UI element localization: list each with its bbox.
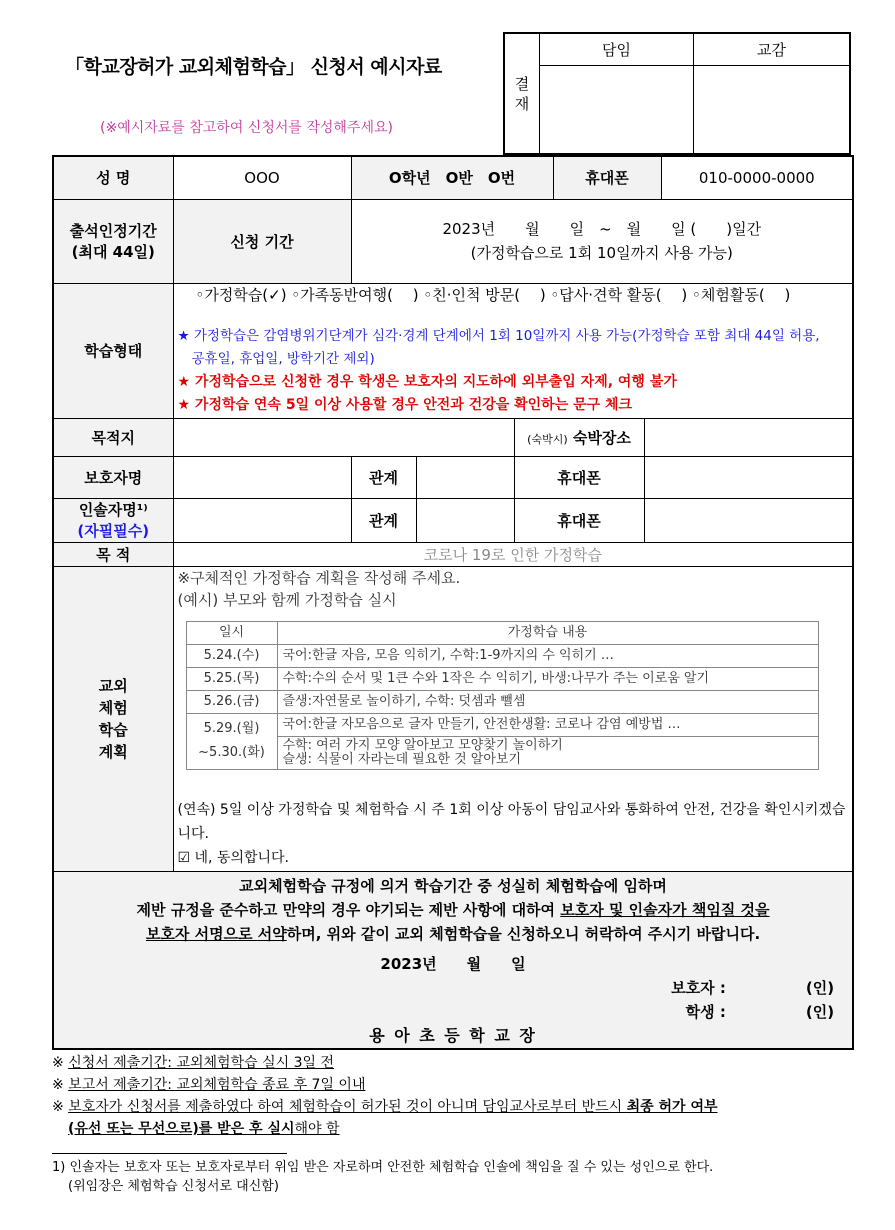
class-field[interactable]: O학년 O반 O번 xyxy=(351,156,553,199)
table-row xyxy=(186,713,818,736)
plan-content: 수학: 여러 가지 모양 알아보고 모양찾기 놀이하기 xyxy=(282,737,563,753)
application-form xyxy=(52,155,854,1050)
plan-label-4: 계획 xyxy=(98,742,128,761)
footnote-divider xyxy=(52,1153,287,1154)
footnote-line-1: 1) 인솔자는 보호자 또는 보호자로부터 위임 받은 자로하며 안전한 체험학습 인솔에 책임을 질 수 있는 성인으로 한다. xyxy=(52,1160,714,1175)
note-2: 보고서 제출기간: 교외체험학습 종료 후 7일 이내 xyxy=(68,1077,366,1093)
plan-date: 5.29.(월) xyxy=(203,721,260,736)
approval-homeroom-label: 담임 xyxy=(540,33,694,65)
pledge-line-3b: 하며, 위와 같이 교외 체험학습을 신청하오니 허락하여 주시기 바랍니다. xyxy=(286,924,761,943)
escort-phone-label: 휴대폰 xyxy=(514,498,644,542)
apply-period-field[interactable]: 2023년 월 일 ~ 월 일 ( )일간 xyxy=(442,220,762,238)
table-row xyxy=(186,736,818,769)
escort-required-label: (자필필수) xyxy=(77,522,150,540)
pledge-line-3a: 보호자 서명으로 서약 xyxy=(145,924,287,943)
plan-date: 5.25.(목) xyxy=(186,667,277,690)
table-row xyxy=(186,644,818,667)
footnote xyxy=(52,1158,857,1196)
pledge-line-2a: 제반 규정을 준수하고 만약의 경우 야기되는 제반 사항에 대하여 xyxy=(136,900,561,919)
consecutive-note: (연속) 5일 이상 가정학습 및 체험학습 시 주 1회 이상 아동이 담임교사와 통화하여 안전, 건강을 확인시키겠습니다. xyxy=(177,801,846,842)
purpose-field[interactable]: 코로나 19로 인한 가정학습 xyxy=(173,542,853,566)
guardian-name-field[interactable] xyxy=(173,456,351,498)
attendance-label: 출석인정기간 xyxy=(69,222,157,240)
plan-hint: ※구체적인 가정학습 계획을 작성해 주세요. xyxy=(177,568,461,587)
plan-label-3: 학습 xyxy=(98,720,128,739)
guardian-label: 보호자명 xyxy=(53,456,173,498)
table-row xyxy=(186,667,818,690)
plan-example: (예시) 부모와 함께 가정학습 실시 xyxy=(177,590,397,609)
plan-header-date: 일시 xyxy=(186,621,277,644)
study-type-options[interactable]: ◦가정학습(✓) ◦가족동반여행( ) ◦친·인척 방문( ) ◦답사·견학 활동( ) ◦체험활동( ) xyxy=(195,285,791,304)
note-mark: ※ xyxy=(52,1099,64,1115)
stay-label: 숙박장소 xyxy=(572,428,631,447)
notes xyxy=(52,1052,857,1140)
escort-phone-field[interactable] xyxy=(644,498,853,542)
plan-content: 국어:한글 자모음으로 글자 만들기, 안전한생활: 코로나 감염 예방법 … xyxy=(277,713,818,736)
guardian-phone-field[interactable] xyxy=(644,456,853,498)
approval-vp-label: 교감 xyxy=(693,33,850,65)
guardian-phone-label: 휴대폰 xyxy=(514,456,644,498)
phone-field[interactable]: 010-0000-0000 xyxy=(661,156,853,199)
pledge-date[interactable]: 2023년 월 일 xyxy=(380,954,526,973)
study-type-label: 학습형태 xyxy=(53,283,173,418)
study-type-note-3: ★ 가정학습 연속 5일 이상 사용할 경우 안전과 건강을 확인하는 문구 체크 xyxy=(177,396,633,413)
guardian-relation-label: 관계 xyxy=(351,456,416,498)
attendance-max-label: (최대 44일) xyxy=(71,243,155,261)
table-row xyxy=(186,690,818,713)
guardian-relation-field[interactable] xyxy=(416,456,514,498)
escort-relation-field[interactable] xyxy=(416,498,514,542)
note-3d: 해야 함 xyxy=(294,1121,340,1137)
note-mark: ※ xyxy=(52,1055,64,1071)
note-1: 신청서 제출기간: 교외체험학습 실시 3일 전 xyxy=(68,1055,334,1071)
footnote-line-2: (위임장은 체험학습 신청서로 대신함) xyxy=(68,1179,279,1194)
destination-field[interactable] xyxy=(173,418,514,456)
plan-content: 즐생:자연물로 놀이하기, 수학: 덧셈과 뺄셈 xyxy=(277,690,818,713)
plan-date: 5.24.(수) xyxy=(186,644,277,667)
purpose-label: 목 적 xyxy=(53,542,173,566)
student-sign-label: 학생 : xyxy=(685,1002,726,1021)
apply-period-label: 신청 기간 xyxy=(173,199,351,283)
plan-label-1: 교외 xyxy=(98,676,128,695)
plan-date: 5.26.(금) xyxy=(186,690,277,713)
pledge-line-1: 교외체험학습 규정에 의거 학습기간 중 성실히 체험학습에 임하며 xyxy=(239,876,667,895)
escort-name-field[interactable] xyxy=(173,498,351,542)
pledge-line-2b: 보호자 및 인솔자가 책임질 것을 xyxy=(560,900,770,919)
student-seal[interactable]: (인) xyxy=(805,1002,835,1021)
note-3a: 보호자가 신청서를 제출하였다 하여 체험학습이 허가된 것이 아니며 담임교사로부터 반드시 xyxy=(68,1099,627,1115)
plan-content: 국어:한글 자음, 모음 익히기, 수학:1-9까지의 수 익히기 … xyxy=(277,644,818,667)
note-mark: ※ xyxy=(52,1077,64,1093)
name-label: 성 명 xyxy=(53,156,173,199)
guardian-seal[interactable]: (인) xyxy=(805,978,835,997)
study-type-note-1b: 공휴일, 휴업일, 방학기간 제외) xyxy=(191,350,375,367)
plan-date-end: ~5.30.(화) xyxy=(198,745,265,760)
study-type-note-1: ★ 가정학습은 감염병위기단계가 심각·경계 단계에서 1회 10일까지 사용 가능(가정학습 포함 최대 44일 허용, xyxy=(177,327,820,344)
phone-label: 휴대폰 xyxy=(553,156,661,199)
agree-checkbox[interactable]: ☑ 네, 동의합니다. xyxy=(177,849,289,866)
school-name: 용 아 초 등 학 교 장 xyxy=(369,1025,537,1045)
escort-label: 인솔자명¹⁾ xyxy=(78,501,148,519)
vp-sign-field[interactable] xyxy=(693,65,850,154)
escort-relation-label: 관계 xyxy=(351,498,416,542)
plan-content: 슬생: 식물이 자라는데 필요한 것 알아보기 xyxy=(282,751,522,767)
page-title: 「학교장허가 교외체험학습」 신청서 예시자료 xyxy=(65,56,442,78)
plan-label-2: 체험 xyxy=(98,698,128,717)
approval-box xyxy=(503,32,851,155)
destination-label: 목적지 xyxy=(53,418,173,456)
guardian-sign-label: 보호자 : xyxy=(671,978,726,997)
name-field[interactable]: OOO xyxy=(173,156,351,199)
plan-content: 수학:수의 순서 및 1큰 수와 1작은 수 익히기, 바생:나무가 주는 이로움 알기 xyxy=(277,667,818,690)
homeroom-sign-field[interactable] xyxy=(540,65,694,154)
apply-period-note: (가정학습으로 1회 10일까지 사용 가능) xyxy=(470,244,733,262)
note-3c: (유선 또는 무선으로)를 받은 후 실시 xyxy=(68,1121,295,1137)
study-type-note-2: ★ 가정학습으로 신청한 경우 학생은 보호자의 지도하에 외부출입 자제, 여행 불가 xyxy=(177,373,677,390)
stay-field[interactable] xyxy=(644,418,853,456)
stay-small-label: (숙박시) xyxy=(527,432,568,446)
note-3b: 최종 허가 여부 xyxy=(626,1099,718,1115)
approval-label: 결 재 xyxy=(504,33,540,154)
plan-table xyxy=(186,621,819,770)
plan-header-content: 가정학습 내용 xyxy=(277,621,818,644)
page-subtitle: (※예시자료를 참고하여 신청서를 작성해주세요) xyxy=(100,120,393,136)
